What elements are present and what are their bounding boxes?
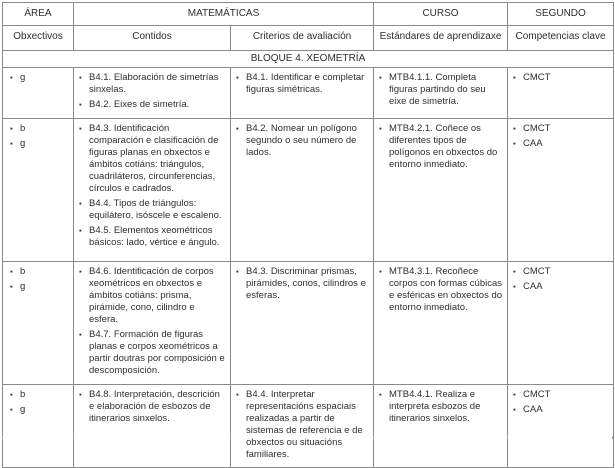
col-header-curso: CURSO xyxy=(374,3,508,26)
square-bullet-icon: ▪ xyxy=(236,389,239,399)
table-row xyxy=(3,261,614,384)
square-bullet-icon: ▪ xyxy=(513,138,516,148)
list-item xyxy=(10,389,69,401)
square-bullet-icon: ▪ xyxy=(236,123,239,133)
list-item xyxy=(79,198,226,222)
list-item-text: g xyxy=(20,403,26,415)
list-item xyxy=(10,72,69,84)
cell-criterios xyxy=(231,68,374,119)
cell-contidos xyxy=(74,68,231,119)
square-bullet-icon: ▪ xyxy=(513,73,516,82)
square-bullet-icon: ▪ xyxy=(513,281,516,291)
list-item-text: B4.1. Identificar e completar figuras simétricas. xyxy=(246,72,365,95)
list-item xyxy=(236,123,369,159)
square-bullet-icon: ▪ xyxy=(79,99,82,109)
square-bullet-icon: ▪ xyxy=(379,73,382,82)
list-item xyxy=(79,99,226,111)
cell-criterios xyxy=(231,118,374,261)
list-item xyxy=(513,138,609,150)
square-bullet-icon: ▪ xyxy=(236,266,239,276)
list-item-text: g xyxy=(20,137,26,149)
list-item xyxy=(236,72,369,96)
square-bullet-icon: ▪ xyxy=(79,266,82,276)
square-bullet-icon: ▪ xyxy=(79,389,82,399)
cell-contidos xyxy=(74,384,231,468)
list-item xyxy=(10,404,69,416)
col-header-criterios: Criterios de avaliación xyxy=(231,26,374,51)
square-bullet-icon: ▪ xyxy=(379,123,382,133)
list-item-text: B4.2. Eixes de simetría. xyxy=(89,98,190,110)
list-item xyxy=(513,123,609,135)
cell-contidos xyxy=(74,261,231,384)
list-item-text: b xyxy=(20,122,26,134)
header-row-2 xyxy=(3,26,614,51)
list-item-text: MTB4.2.1. Coñece os diferentes tipos de polígonos en obxectos do entorno inmediato. xyxy=(389,122,498,170)
cell-estandares xyxy=(374,384,508,468)
list-item-text: B4.2. Nomear un polígono segundo o seu número de lados. xyxy=(246,122,357,158)
cell-estandares xyxy=(374,118,508,261)
table-row xyxy=(3,118,614,261)
list-item-text: MTB4.3.1. Recoñece corpos con formas cúbicas e esféricas en obxectos do entorno inmediato. xyxy=(389,265,503,313)
square-bullet-icon: ▪ xyxy=(379,266,382,276)
list-item-text: g xyxy=(20,72,26,83)
col-header-competencias: Competencias clave xyxy=(508,26,614,51)
cell-obxectivos xyxy=(3,261,74,384)
list-item xyxy=(10,281,69,293)
square-bullet-icon: ▪ xyxy=(513,389,516,399)
square-bullet-icon: ▪ xyxy=(379,389,382,399)
square-bullet-icon: ▪ xyxy=(10,123,13,133)
list-item-text: CMCT xyxy=(523,265,551,277)
square-bullet-icon: ▪ xyxy=(10,281,13,291)
square-bullet-icon: ▪ xyxy=(236,73,239,82)
cell-obxectivos xyxy=(3,118,74,261)
list-item-text: b xyxy=(20,388,26,400)
cell-competencias xyxy=(508,118,614,261)
list-item-text: b xyxy=(20,265,26,277)
block-title: BLOQUE 4. XEOMETRÍA xyxy=(3,51,614,68)
list-item-text: CMCT xyxy=(523,72,551,83)
col-header-area: ÁREA xyxy=(3,3,74,26)
list-item xyxy=(236,389,369,461)
list-item xyxy=(79,329,226,377)
square-bullet-icon: ▪ xyxy=(10,138,13,148)
list-item xyxy=(513,389,609,401)
table-row xyxy=(3,384,614,468)
table-row xyxy=(3,68,614,119)
cell-criterios xyxy=(231,261,374,384)
col-header-obxectivos: Obxectivos xyxy=(3,26,74,51)
list-item-text: g xyxy=(20,280,26,292)
block-title-row xyxy=(3,51,614,68)
cell-contidos xyxy=(74,118,231,261)
list-item-text: CAA xyxy=(523,137,543,149)
list-item xyxy=(513,72,609,84)
list-item-text: B4.4. Interpretar representacións espaciais realizadas a partir de sistemas de referencia e de obxectos ou situacións familiares. xyxy=(246,388,363,460)
list-item xyxy=(10,138,69,150)
square-bullet-icon: ▪ xyxy=(79,123,82,133)
col-header-contidos: Contidos xyxy=(74,26,231,51)
list-item xyxy=(379,389,503,425)
list-item xyxy=(10,266,69,278)
list-item-text: B4.4. Tipos de triángulos: equilátero, isóscele e escaleno. xyxy=(89,197,222,221)
list-item-text: B4.7. Formación de figuras planas e corpos xeométricos a partir doutras por composición e descomposición. xyxy=(89,328,225,376)
cell-criterios xyxy=(231,384,374,468)
square-bullet-icon: ▪ xyxy=(79,198,82,208)
list-item-text: B4.5. Elementos xeométricos básicos: lado, vértice e ángulo. xyxy=(89,224,220,248)
list-item-text: B4.6. Identificación de corpos xeométricos en obxectos e ámbitos cotiáns: prisma, pirámide, cono, cilindro e esfera. xyxy=(89,265,214,325)
list-item-text: CAA xyxy=(523,403,543,415)
square-bullet-icon: ▪ xyxy=(10,266,13,276)
list-item-text: CMCT xyxy=(523,122,551,134)
list-item-text: B4.3. Discriminar prismas, pirámides, conos, cilindros e esferas. xyxy=(246,265,366,301)
list-item-text: B4.8. Interpretación, descrición e elaboración de esbozos de itinerarios sinxelos. xyxy=(89,388,220,424)
square-bullet-icon: ▪ xyxy=(10,73,13,82)
square-bullet-icon: ▪ xyxy=(79,73,82,82)
list-item xyxy=(513,281,609,293)
square-bullet-icon: ▪ xyxy=(513,123,516,133)
list-item xyxy=(379,123,503,171)
col-header-estandares: Estándares de aprendizaxe xyxy=(374,26,508,51)
cell-estandares xyxy=(374,261,508,384)
list-item-text: CAA xyxy=(523,280,543,292)
list-item xyxy=(79,123,226,195)
cell-competencias xyxy=(508,68,614,119)
square-bullet-icon: ▪ xyxy=(10,389,13,399)
col-header-matematicas: MATEMÁTICAS xyxy=(74,3,374,26)
list-item xyxy=(379,72,503,108)
cell-obxectivos xyxy=(3,68,74,119)
list-item xyxy=(79,72,226,96)
list-item xyxy=(513,404,609,416)
square-bullet-icon: ▪ xyxy=(513,404,516,414)
square-bullet-icon: ▪ xyxy=(79,225,82,235)
list-item xyxy=(79,389,226,425)
curriculum-table xyxy=(2,2,614,468)
list-item xyxy=(379,266,503,314)
cell-obxectivos xyxy=(3,384,74,468)
square-bullet-icon: ▪ xyxy=(10,404,13,414)
list-item-text: B4.3. Identificación comparación e clasificación de figuras planas en obxectos e ámbitos cotiáns: triángulos, cuadriláteros, circunferencias, círculos e cadrados. xyxy=(89,122,219,194)
list-item-text: MTB4.1.1. Completa figuras partindo do seu eixe de simetría. xyxy=(389,72,486,107)
header-row-1 xyxy=(3,3,614,26)
list-item xyxy=(10,123,69,135)
square-bullet-icon: ▪ xyxy=(79,329,82,339)
col-header-segundo: SEGUNDO xyxy=(508,3,614,26)
list-item-text: MTB4.4.1. Realiza e interpreta esbozos de itinerarios sinxelos. xyxy=(389,388,481,424)
cell-estandares xyxy=(374,68,508,119)
cell-competencias xyxy=(508,384,614,468)
list-item xyxy=(236,266,369,302)
list-item xyxy=(513,266,609,278)
list-item xyxy=(79,266,226,326)
list-item-text: B4.1. Elaboración de simetrías sinxelas. xyxy=(89,72,219,95)
list-item-text: CMCT xyxy=(523,388,551,400)
square-bullet-icon: ▪ xyxy=(513,266,516,276)
list-item xyxy=(79,225,226,249)
cell-competencias xyxy=(508,261,614,384)
